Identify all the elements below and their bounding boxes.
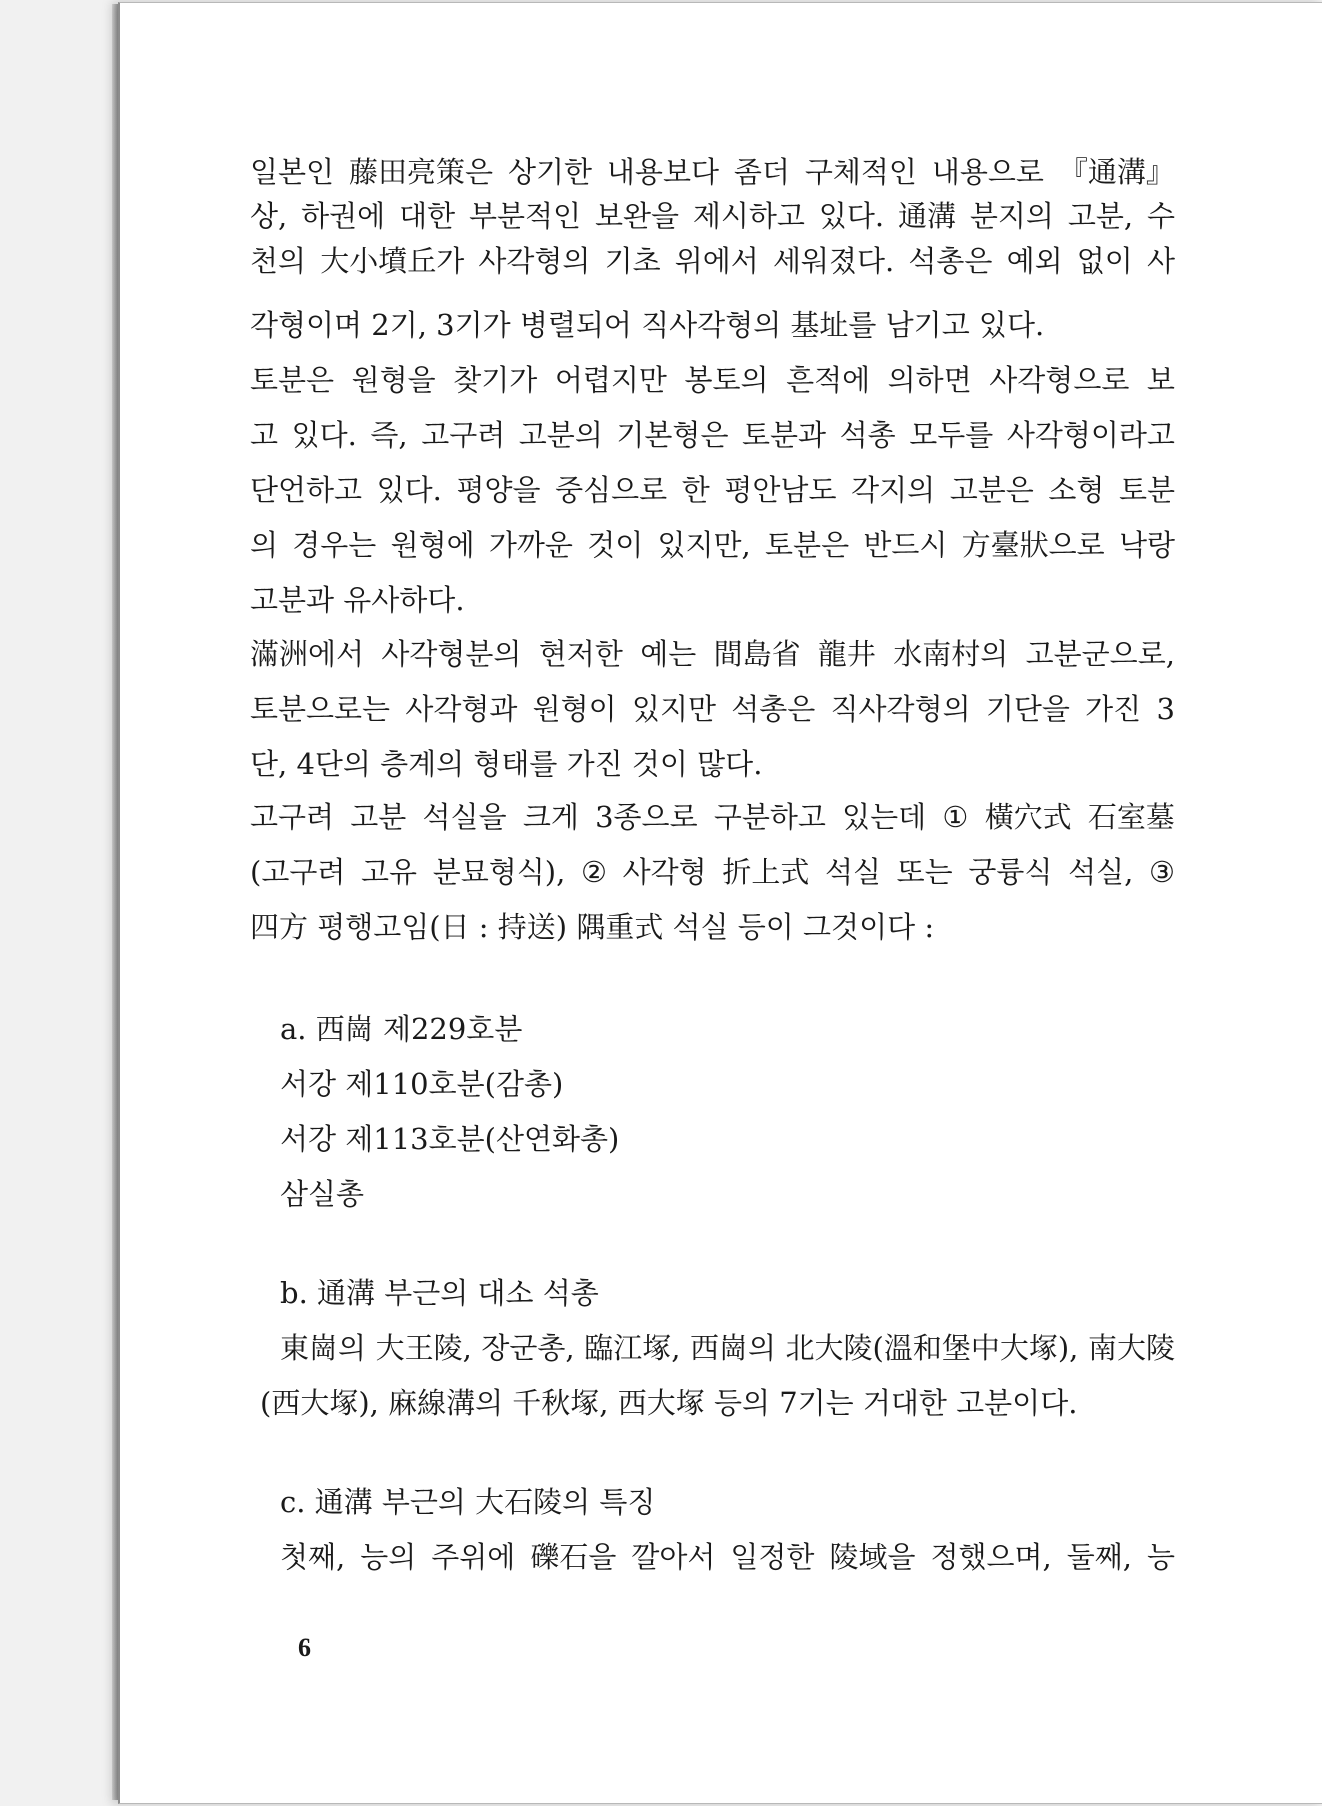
- word: 어렵지만: [554, 363, 667, 397]
- word: 의: [250, 528, 279, 562]
- word: 보: [1146, 363, 1175, 397]
- word: 間島省: [713, 637, 801, 671]
- word: 기단을: [985, 692, 1070, 726]
- word: 직사각형의: [830, 692, 971, 726]
- word: 고분군으로,: [1025, 637, 1175, 671]
- word: 정했으며,: [930, 1540, 1052, 1574]
- word: 水南村의: [893, 637, 1009, 671]
- word: 석실,: [1068, 855, 1134, 889]
- word: 모두를: [909, 418, 994, 452]
- word: 사각형으로: [989, 363, 1130, 397]
- word: 石室墓: [1087, 800, 1175, 834]
- word: 있다.: [818, 199, 885, 233]
- word: 『通溝』: [1058, 155, 1175, 189]
- word: 봉토의: [684, 363, 769, 397]
- word: 둘째,: [1066, 1540, 1132, 1574]
- word: 경우는: [292, 528, 377, 562]
- word: 궁륭식: [968, 855, 1053, 889]
- word: 대한: [399, 199, 456, 233]
- word: 석총은: [908, 244, 993, 278]
- paragraph-2-line-5: 고분과 유사하다.: [250, 583, 465, 617]
- word: 분지의: [969, 199, 1054, 233]
- word: 중심으로: [555, 473, 668, 507]
- word: 토분과: [742, 418, 827, 452]
- list-a-item-2: 서강 제113호분(산연화총): [280, 1122, 620, 1156]
- word: 가진: [1085, 692, 1142, 726]
- word: 없이: [1076, 244, 1133, 278]
- word: 藤田亮策은: [348, 155, 493, 189]
- word: 흔적에: [786, 363, 871, 397]
- word: 능의: [360, 1540, 417, 1574]
- word: 있는데: [842, 800, 927, 834]
- paragraph-4-line-1: [250, 800, 1175, 834]
- word: 있다.: [376, 473, 442, 507]
- word: 토분은: [250, 363, 335, 397]
- word: 고유: [361, 855, 418, 889]
- word: 원형이: [532, 692, 617, 726]
- word: 고: [250, 418, 279, 452]
- word: 礫石을: [530, 1540, 617, 1574]
- paragraph-1-line-1: [250, 155, 1175, 189]
- word: 단언하고: [250, 473, 363, 507]
- word: 사: [1146, 244, 1175, 278]
- word: 석실을: [422, 800, 507, 834]
- word: 있지만: [631, 692, 716, 726]
- word: 분묘형식),: [432, 855, 566, 889]
- word: 기본형은: [616, 418, 729, 452]
- paragraph-2-line-2: [250, 418, 1175, 452]
- word: 내용으로: [931, 155, 1044, 189]
- word: 方臺狀으로: [961, 528, 1105, 562]
- word: 大王陵,: [375, 1331, 472, 1365]
- word: 고구려: [421, 418, 506, 452]
- paragraph-2-line-4: [250, 528, 1175, 562]
- word: 토분: [1118, 473, 1175, 507]
- word: 석총은: [731, 692, 816, 726]
- word: 반드시: [863, 528, 948, 562]
- word: 상,: [250, 199, 288, 233]
- paragraph-4-line-2: [250, 855, 1175, 889]
- word: 좀더: [733, 155, 790, 189]
- word: 토분으로는: [250, 692, 391, 726]
- paragraph-4-line-3: 四方 평행고임(日 : 持送) 隅重式 석실 등이 그것이다 :: [250, 910, 935, 944]
- word: 고분은: [949, 473, 1034, 507]
- word: 것이: [587, 528, 644, 562]
- paragraph-1-line-2: [250, 199, 1175, 233]
- word: 사각형: [622, 855, 707, 889]
- word: 臨江塚,: [584, 1331, 681, 1365]
- paragraph-2-line-3: [250, 473, 1175, 507]
- word: 현저한: [538, 637, 623, 671]
- word: 장군총,: [481, 1331, 575, 1365]
- paragraph-3-line-1: [250, 637, 1175, 671]
- word: 일본인: [250, 155, 335, 189]
- list-a-heading: a. 西崗 제229호분: [280, 1012, 523, 1046]
- word: 첫째,: [280, 1540, 346, 1574]
- word: 折上式: [722, 855, 810, 889]
- word: 석실: [824, 855, 882, 889]
- list-b-heading: b. 通溝 부근의 대소 석총: [280, 1276, 599, 1310]
- word: 제시하고: [692, 199, 805, 233]
- word: 3: [1156, 692, 1175, 726]
- word: 소형: [1048, 473, 1105, 507]
- word: 구체적인: [804, 155, 917, 189]
- list-c-line-1: [280, 1540, 1175, 1574]
- word: 고분의: [518, 418, 603, 452]
- word: 상기한: [507, 155, 592, 189]
- word: 西崗의: [689, 1331, 776, 1365]
- word: 3종으로: [595, 800, 698, 834]
- word: 사각형과: [405, 692, 518, 726]
- word: 예외: [1006, 244, 1063, 278]
- word: 大小墳丘가: [320, 244, 465, 278]
- word: 예는: [640, 637, 697, 671]
- list-a-item-3: 삼실총: [280, 1177, 365, 1211]
- word: 평양을: [456, 473, 541, 507]
- word: 의하면: [887, 363, 972, 397]
- word: 龍井: [817, 637, 876, 671]
- word: 일정한: [730, 1540, 815, 1574]
- word: 내용보다: [606, 155, 719, 189]
- paragraph-3-line-3: 단, 4단의 층계의 형태를 가진 것이 많다.: [250, 747, 763, 781]
- list-c-heading: c. 通溝 부근의 大石陵의 특징: [280, 1485, 656, 1519]
- word: 하권에: [301, 199, 386, 233]
- word: 있지만,: [657, 528, 751, 562]
- word: 천의: [250, 244, 307, 278]
- word: 즉,: [370, 418, 408, 452]
- word: 橫穴式: [984, 800, 1072, 834]
- word: ①: [942, 800, 969, 834]
- word: 가까운: [488, 528, 573, 562]
- word: 위에서: [674, 244, 759, 278]
- word: 陵域을: [829, 1540, 916, 1574]
- word: 東崗의: [280, 1331, 367, 1365]
- word: 通溝: [897, 199, 956, 233]
- word: 기초: [604, 244, 661, 278]
- list-a-item-1: 서강 제110호분(감총): [280, 1067, 564, 1101]
- word: 北大陵(溫和堡中大塚),: [785, 1331, 1079, 1365]
- word: 능: [1146, 1540, 1175, 1574]
- word: 찾기가: [453, 363, 538, 397]
- word: 주위에: [431, 1540, 516, 1574]
- word: 각지의: [851, 473, 936, 507]
- list-b-line-2: (西大塚), 麻線溝의 千秋塚, 西大塚 등의 7기는 거대한 고분이다.: [260, 1386, 1078, 1420]
- word: 滿洲에서: [250, 637, 365, 671]
- word: 크게: [522, 800, 579, 834]
- word: 사각형이라고: [1006, 418, 1175, 452]
- paragraph-1-line-3: [250, 244, 1175, 278]
- word: 원형을: [351, 363, 436, 397]
- word: 부분적인: [468, 199, 582, 233]
- word: 한: [681, 473, 710, 507]
- word: (고구려: [250, 855, 346, 889]
- word: 보완을: [594, 199, 679, 233]
- word: 고구려: [250, 800, 335, 834]
- word: 깔아서: [631, 1540, 716, 1574]
- word: 원형에: [390, 528, 475, 562]
- word: 평안남도: [724, 473, 837, 507]
- word: 南大陵: [1087, 1331, 1175, 1365]
- word: 낙랑: [1118, 528, 1175, 562]
- word: 석총: [839, 418, 896, 452]
- word: 세워졌다.: [772, 244, 895, 278]
- word: ③: [1148, 855, 1175, 889]
- paragraph-2-line-1: [250, 363, 1175, 397]
- word: 구분하고: [713, 800, 826, 834]
- word: 수: [1146, 199, 1175, 233]
- word: 고분: [350, 800, 407, 834]
- word: 고분,: [1067, 199, 1134, 233]
- list-b-line-1: [280, 1331, 1175, 1365]
- word: 있다.: [291, 418, 357, 452]
- word: 토분은: [765, 528, 850, 562]
- page-number: 6: [298, 1633, 311, 1662]
- word: 사각형의: [478, 244, 591, 278]
- word: 또는: [896, 855, 953, 889]
- word: ②: [580, 855, 607, 889]
- word: 사각형분의: [381, 637, 522, 671]
- paragraph-3-line-2: [250, 692, 1175, 726]
- paragraph-1-line-4: 각형이며 2기, 3기가 병렬되어 직사각형의 基址를 남기고 있다.: [250, 308, 1045, 342]
